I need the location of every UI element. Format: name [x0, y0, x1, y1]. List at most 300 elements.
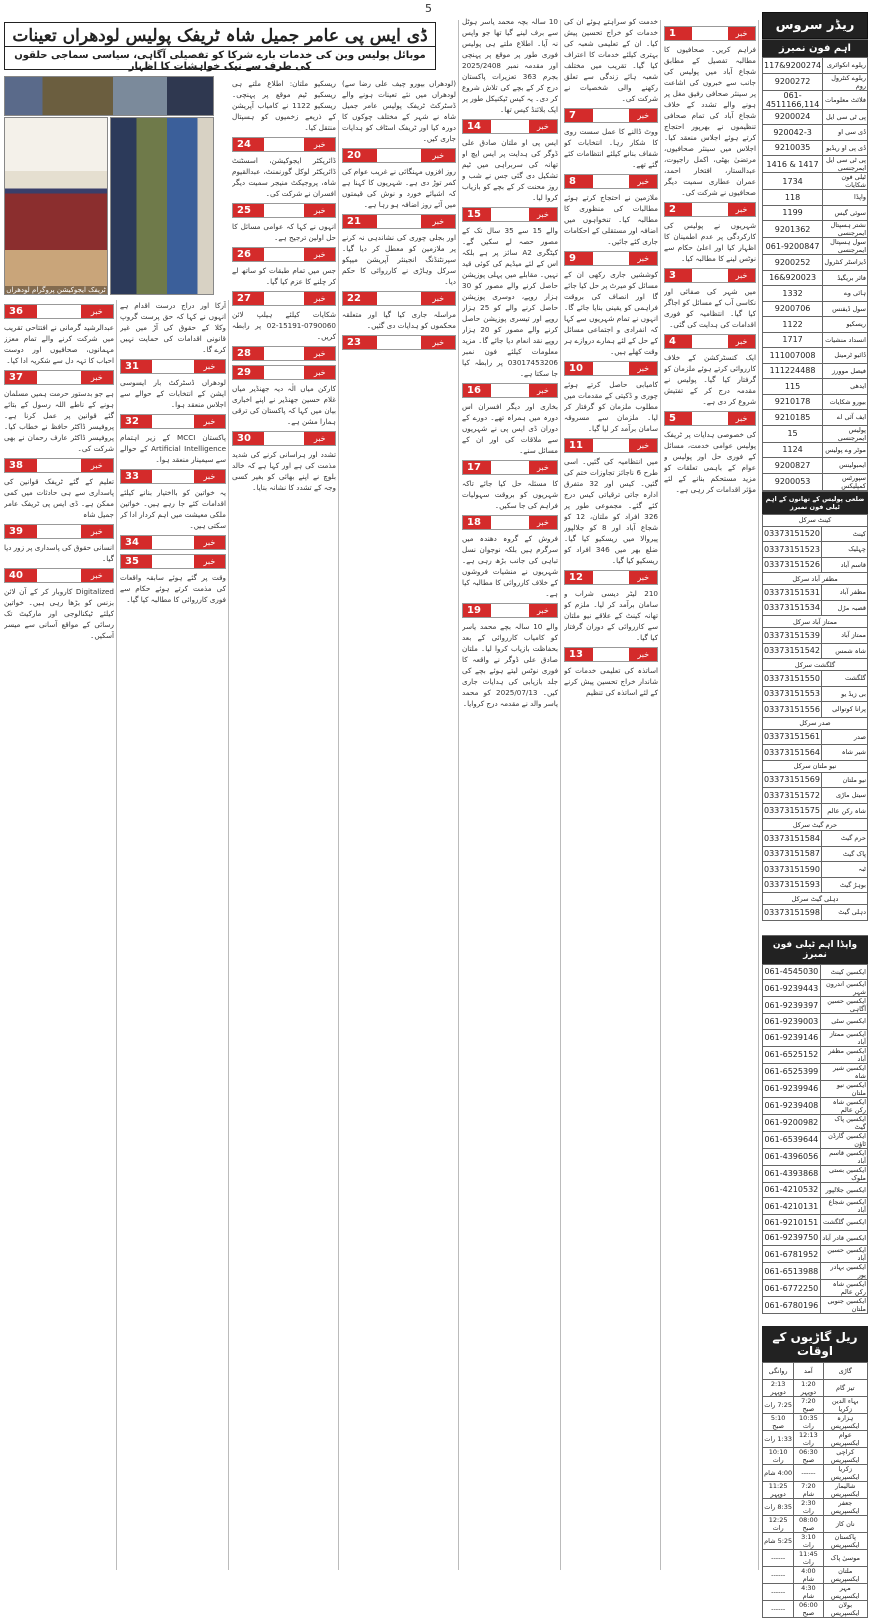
rail-departure: ------ [763, 1583, 794, 1600]
phone-number: 061-9210151 [763, 1215, 821, 1231]
phone-label: ریلوے انکوائری [823, 58, 868, 74]
important-number-row [763, 394, 868, 410]
police-circle-header [763, 514, 868, 526]
phone-label: ایکسین شجاع آباد [820, 1198, 867, 1215]
news-text: کامیابی حاصل کرتے ہوئے چوری و ڈکیتی کے مقدمات میں مطلوب ملزمان کو گرفتار کر لیا۔ ملزمان سے مسروقہ سامان برآمد کر لیا گیا۔ [564, 380, 658, 433]
news-tag: خبر [529, 208, 557, 221]
news-text: آرکا اور دراج درست اقدام ہے انہوں نے کہا کہ حق پرست گروپ وکلا کے حقوق کی آڑ میں غیر قانونی اقدامات کی حمایت نہیں کرے گا۔ [120, 301, 226, 354]
rail-header-cell: گاڑی [823, 1363, 868, 1380]
important-number-row [763, 255, 868, 271]
phone-number: 115 [763, 379, 823, 395]
news-text: فراہم کریں۔ صحافیوں کا مطالبہ تفصیل کے مطابق شجاع آباد میں پولیس کی جانب سے خبروں کی اشاعت پر سینئر صحافی رفیق مغل پر ہونے والے تشدد کے خلاف شجاع آباد کی تمام صحافی تنظیموں نے بھرپور احتجاج کرتے ہوئے اجلاس منعقد کیا۔ اجلاس میں سینئر صحافیوں، مرتضیٰ بھٹی، اکمل راجپوت، عبدالستار، افتخار احمد، عمران عطاری سمیت دیگر صحافیوں نے شرکت کی۔ [664, 45, 756, 197]
police-station-row [763, 702, 868, 718]
news-number: 35 [121, 555, 152, 568]
phone-number: 061-9239003 [763, 1014, 821, 1030]
news-tag: خبر [629, 362, 657, 375]
important-number-row [763, 363, 868, 379]
phone-label: ہائی وے [823, 286, 868, 302]
important-number-row [763, 410, 868, 426]
wapda-number-row [763, 1131, 868, 1148]
news-number-bar [462, 460, 558, 475]
police-circle-header [763, 659, 868, 671]
phone-number: 03373151569 [763, 772, 822, 788]
news-text: 10 سالہ بچہ محمد یاسر ہوٹل سے برف لینے گیا تھا جو واپس نہ آیا۔ اطلاع ملتے ہی پولیس فوری طور پر موقع پر پہنچی اور مقدمہ نمبر 2025/2408 بجرم 363 تعزیرات پاکستان درج کر کے بچے کی تلاش شروع کر دی۔ یہ کیس ٹیکنیکل طور پر ایک بلائنڈ کیس تھا۔ [462, 17, 558, 114]
important-number-row [763, 125, 868, 141]
phone-label: ڈی پی او ریڈیو [823, 140, 868, 156]
news-number-bar [342, 291, 456, 306]
phone-label: ایکسین سٹی [820, 1014, 867, 1030]
rail-departure: ------ [763, 1566, 794, 1583]
rail-train-name: مہر ایکسپریس [823, 1583, 868, 1600]
news-number: 14 [463, 120, 491, 133]
phone-label: ممتاز آباد [822, 628, 868, 644]
news-number: 26 [233, 248, 264, 261]
bar-spacer [37, 525, 80, 538]
phone-label: ایکسین بہادر پور [820, 1263, 867, 1280]
news-number-bar [232, 431, 336, 446]
important-number-row [763, 238, 868, 255]
police-circle-header [763, 717, 868, 729]
phone-label: ایمبولینس [823, 458, 868, 474]
phone-number: 9200827 [763, 458, 823, 474]
phone-number: 061-9239146 [763, 1029, 821, 1046]
rail-row [763, 1464, 868, 1481]
phone-number: 03373151526 [763, 557, 822, 573]
news-text: تعلیم کے گئے ٹریفک قوانین کی پاسداری سے ہی حادثات میں کمی ممکن ہے۔ ڈی ایس پی ٹریفک عامر جمیل شاہ [4, 477, 114, 519]
phone-label: قاسم آباد [822, 557, 868, 573]
wapda-number-row [763, 1198, 868, 1215]
phone-number: 111007008 [763, 348, 823, 364]
lead-headline-box [4, 22, 436, 70]
rail-train-name: پاکستان ایکسپریس [823, 1532, 868, 1549]
rail-row [763, 1566, 868, 1583]
phone-label: نیو ملتان [822, 772, 868, 788]
wapda-numbers-table [762, 964, 868, 1315]
police-circle-header [763, 573, 868, 585]
news-text: والے 15 سے 35 سال تک کے مصور حصہ لے سکیں گے۔ کیٹگری A2 سائز پر ہے بلکہ اس کے لئے میڈیم کی کوئی قید نہیں۔ مقابلے میں پہلی پوزیشن حاصل کرنے والے مصور کو 30 ہزار روپے، دوسری پوزیشن حاصل کرنے والے کو 25 ہزار روپے اور تیسری پوزیشن حاصل کرنے والے مصور کو 20 ہزار روپے نقد انعام دیا جائے گا۔ مزید معلومات کیلئے فون نمبر 03017453206 پر رابطہ کیا جا سکتا ہے۔ [462, 226, 558, 378]
police-circle-header [763, 893, 868, 905]
news-tag: خبر [81, 305, 113, 318]
news-number-bar [4, 524, 114, 539]
news-tag: خبر [304, 347, 335, 360]
rail-row [763, 1600, 868, 1617]
phone-number: 061-9239946 [763, 1080, 821, 1097]
phone-label: سول ہسپتال ایمرجنسی [823, 238, 868, 255]
reader-service-sidebar [762, 12, 868, 1618]
news-photo-seminar [4, 117, 108, 295]
phone-label: ریسکیو [823, 317, 868, 333]
phone-label: سپورٹس کمپلیکس [823, 473, 868, 490]
bar-spacer [152, 360, 194, 373]
phone-number: 061-4210532 [763, 1182, 821, 1198]
news-tag: خبر [304, 138, 335, 151]
phone-label: پاک گیٹ [822, 846, 868, 862]
news-text: فروش کے گروہ دھندہ میں سرگرم ہیں بلکہ نوجوان نسل تباہی کی جانب بڑھ رہی ہے۔ شہریوں نے منشیات فروشوں کے خلاف کارروائی کا مطالبہ کیا ہے۔ [462, 534, 558, 598]
phone-number: 03373151572 [763, 788, 822, 804]
phone-label: شیر شاہ [822, 745, 868, 761]
phone-number: 1332 [763, 286, 823, 302]
rail-arrival: 08:00 صبح [794, 1515, 823, 1532]
news-text: میں انتظامیہ کی گئیں۔ اسی طرح 6 ناجائز تجاوزات ختم کی گئیں۔ کیس اور 32 متفرق ادارہ جاتی ترقیاتی کیس درج کئے گئے۔ مجموعی طور پر 326 افراد کو ملتان، 12 کو شجاع آباد اور 8 کو جلالپور پیروالا میں ریسکیو کیا گیا۔ ضلع بھر میں 346 افراد کو ریسکیو کیا گیا۔ [564, 457, 658, 565]
news-text: Digitalized کاروبار کر کے آن لائن بزنس کو بڑھا رہی ہیں۔ خواتین کیلئے ٹیکنالوجی اور مارکیٹ تک رسائی کے مواقع آسانی سے میسر آسکیں۔ [4, 587, 114, 640]
phone-number: 061-4511166,114 [763, 90, 823, 109]
rail-timings-table [762, 1362, 868, 1618]
news-tag: خبر [81, 371, 113, 384]
news-number-bar [342, 148, 456, 163]
phone-number: 03373151593 [763, 877, 822, 893]
news-text: کی خصوصی ہدایات پر ٹریفک پولیس عوامی خدمت، مسائل کے فوری حل اور پولیس و عوام کے باہمی تعلقات کو مزید مستحکم بنانے کے لئے مؤثر اقدامات کر رہی ہے۔ [664, 430, 756, 494]
rail-departure: 2:13 دوپہر [763, 1379, 794, 1396]
page-number: 5 [425, 2, 432, 15]
phone-label: ایکسین مظفر آباد [820, 1046, 867, 1063]
phone-number: 1199 [763, 205, 823, 221]
phone-label: مظفر آباد [822, 585, 868, 601]
phone-label: کینٹ [822, 526, 868, 542]
phone-label: ایدھی [823, 379, 868, 395]
phone-number: 9201362 [763, 221, 823, 238]
phone-label: ایکسین بستی ملوک [820, 1165, 867, 1182]
news-number: 13 [565, 648, 593, 661]
news-tag: خبر [728, 27, 755, 40]
bar-spacer [593, 109, 630, 122]
wapda-number-row [763, 1182, 868, 1198]
phone-number: 03373151520 [763, 526, 822, 542]
rail-arrival: 7:20 صبح [794, 1396, 823, 1413]
police-station-row [763, 643, 868, 659]
wapda-number-row [763, 1029, 868, 1046]
phone-number: 111224488 [763, 363, 823, 379]
news-number-bar [664, 268, 756, 283]
phone-number: 061-9239397 [763, 997, 821, 1014]
news-number: 29 [233, 366, 264, 379]
news-number-bar [462, 515, 558, 530]
phone-number: 03373151542 [763, 643, 822, 659]
phone-label: حرم گیٹ [822, 831, 868, 847]
phone-number: 061-9200982 [763, 1114, 821, 1131]
rail-train-name: کراچی ایکسپریس [823, 1447, 868, 1464]
phone-label: ایکسین حسین آباد [820, 1246, 867, 1263]
phone-label: فیصل موورز [823, 363, 868, 379]
police-station-row [763, 686, 868, 702]
circle-name: صدر سرکل [763, 717, 868, 729]
bar-spacer [152, 470, 194, 483]
rail-arrival: 12:13 رات [794, 1430, 823, 1447]
news-text: اساتذہ کی تعلیمی خدمات کو شاندار خراج تحسین پیش کرنے کے لئے اساتذہ کی تنظیم [564, 666, 658, 697]
news-tag: خبر [194, 555, 225, 568]
news-tag: خبر [529, 604, 557, 617]
bar-spacer [593, 648, 630, 661]
news-number: 25 [233, 204, 264, 217]
rail-timings-title: ریل گاڑیوں کے اوقات [762, 1326, 868, 1362]
police-station-row [763, 729, 868, 745]
rail-departure: 1:33 رات [763, 1430, 794, 1447]
news-tag: خبر [728, 412, 755, 425]
news-tag: خبر [629, 648, 657, 661]
phone-label: بوہڑ گیٹ [822, 877, 868, 893]
rail-train-name: بہاء الدین زکریا [823, 1396, 868, 1413]
bar-spacer [491, 120, 529, 133]
phone-label: ایکسین حسین آگاہی [820, 997, 867, 1014]
phone-label: سیتل ماڑی [822, 788, 868, 804]
police-circle-header [763, 760, 868, 772]
news-number: 19 [463, 604, 491, 617]
bar-spacer [593, 439, 630, 452]
news-number: 34 [121, 536, 152, 549]
news-number: 32 [121, 415, 152, 428]
news-number-bar [664, 411, 756, 426]
news-text: ایک کنسٹرکشن کے خلاف کارروائی کرتے ہوئے ملزمان کو گرفتار کیا گیا۔ پولیس نے مقدمہ درج کر کے تفتیش شروع کر دی ہے۔ [664, 353, 756, 406]
news-text: تشدد اور ہراسانی کرنے کی شدید مذمت کی ہے اور کہا ہے کہ خالد بلوچ نے اپنے بھائی کو بغیر کسی وجہ کے تشدد کا نشانہ بنایا۔ [232, 450, 336, 492]
news-number: 22 [343, 292, 377, 305]
news-number-bar [564, 174, 658, 189]
circle-name: دہلی گیٹ سرکل [763, 893, 868, 905]
rail-train-name: بولان ایکسپریس [823, 1600, 868, 1617]
phone-number: 061-6781952 [763, 1246, 821, 1263]
news-photo-distribution [110, 117, 214, 295]
news-number-bar [564, 108, 658, 123]
rail-departure: 8:35 رات [763, 1498, 794, 1515]
wapda-number-row [763, 980, 868, 997]
news-number-bar [462, 207, 558, 222]
phone-number: 061-6513988 [763, 1263, 821, 1280]
phone-label: ایکسین شاہ رکن عالم [820, 1097, 867, 1114]
news-number: 4 [665, 335, 692, 348]
rail-row [763, 1379, 868, 1396]
rail-row [763, 1413, 868, 1430]
phone-label: ایف آئی اے [823, 410, 868, 426]
news-number-bar [232, 247, 336, 262]
police-station-row [763, 831, 868, 847]
news-column-3 [664, 22, 756, 1572]
bar-spacer [491, 208, 529, 221]
rail-departure: ------ [763, 1600, 794, 1617]
news-text: شکایات کیلئے ہیلپ لائن 0790060-15191-02 پر رابطہ کریں۔ [232, 310, 336, 341]
important-number-row [763, 173, 868, 190]
news-text: انہوں نے کہا کہ عوامی مسائل کا حل اولین ترجیح ہے۔ [232, 222, 336, 242]
rail-row [763, 1498, 868, 1515]
police-station-row [763, 557, 868, 573]
rail-train-name: نان کاز [823, 1515, 868, 1532]
rail-arrival: ------ [794, 1464, 823, 1481]
important-number-row [763, 425, 868, 442]
news-text: 210 لیٹر دیسی شراب و سامان برآمد کر لیا۔ ملزم کو تھانہ کینٹ کے علاقے نیو ملتان سے کارروائی کے دوران گرفتار کیا گیا۔ [564, 589, 658, 642]
rail-arrival: 7:20 شام [794, 1481, 823, 1498]
rail-departure: 5:10 صبح [763, 1413, 794, 1430]
news-column-7 [4, 300, 114, 1570]
phone-number: 061-4393868 [763, 1165, 821, 1182]
column-divider [228, 300, 229, 1570]
wapda-number-row [763, 1080, 868, 1097]
important-number-row [763, 140, 868, 156]
important-number-row [763, 270, 868, 286]
bar-spacer [264, 347, 305, 360]
news-number: 38 [5, 459, 37, 472]
phone-number: 061-6539644 [763, 1131, 821, 1148]
rail-row [763, 1430, 868, 1447]
police-station-row [763, 788, 868, 804]
news-tag: خبر [629, 571, 657, 584]
police-station-row [763, 745, 868, 761]
news-tag: خبر [421, 215, 455, 228]
bar-spacer [593, 175, 630, 188]
news-text: مراسلہ جاری کیا گیا اور متعلقہ محکموں کو ہدایات دی گئیں۔ [342, 310, 456, 330]
phone-label: ایکسین پاک گیٹ [820, 1114, 867, 1131]
phone-label: ایکسین جلالپور [820, 1182, 867, 1198]
bar-spacer [491, 604, 529, 617]
police-station-row [763, 862, 868, 878]
news-tag: خبر [304, 366, 335, 379]
news-number-bar [4, 304, 114, 319]
news-number-bar [120, 414, 226, 429]
phone-number: 9200024 [763, 109, 823, 125]
phone-number: 118 [763, 190, 823, 206]
news-number: 37 [5, 371, 37, 384]
important-number-row [763, 458, 868, 474]
important-number-row [763, 221, 868, 238]
news-number-bar [564, 647, 658, 662]
important-number-row [763, 332, 868, 348]
news-number: 10 [565, 362, 593, 375]
rail-arrival: 2:30 رات [794, 1498, 823, 1515]
police-station-row [763, 585, 868, 601]
phone-number: 03373151584 [763, 831, 822, 847]
news-tag: خبر [194, 536, 225, 549]
news-column-1 [462, 16, 558, 1571]
important-number-row [763, 205, 868, 221]
bar-spacer [152, 555, 194, 568]
news-photo-top [4, 76, 214, 116]
rail-row [763, 1396, 868, 1413]
wapda-number-row [763, 1246, 868, 1263]
phone-label: ڈیزاسٹر کنٹرول [823, 255, 868, 271]
news-number-bar [564, 251, 658, 266]
news-column-6 [120, 300, 226, 1570]
news-text: خدمت کو سراہتے ہوئے ان کی خدمات کو خراج تحسین پیش کیا۔ ان کے تعلیمی شعبہ کی بہتری کیلئے خدمات کا اعتراف کیا گیا۔ تقریب میں مختلف شعبہ ہائے زندگی سے تعلق رکھنے والی شخصیات نے شرکت کی۔ [564, 17, 658, 103]
news-text: بخاری اور دیگر افسران اس دورہ میں ہمراہ تھے۔ دورے کے دوران ڈی ایس پی نے شہریوں سے ملاقات کی اور ان کے مسائل سنے۔ [462, 402, 558, 455]
news-tag: خبر [529, 384, 557, 397]
news-number: 3 [665, 269, 692, 282]
news-text: ریسکیو ملتان: اطلاع ملتے ہی ریسکیو ٹیم موقع پر پہنچی۔ ریسکیو 1122 نے کامیاب آپریشن کے ذریعے زخمیوں کو ہسپتال منتقل کیا۔ [232, 79, 336, 132]
rail-train-name: زکریا ایکسپریس [823, 1464, 868, 1481]
phone-number: 1734 [763, 173, 823, 190]
phone-number: 9200272 [763, 73, 823, 90]
bar-spacer [692, 203, 728, 216]
news-number: 33 [121, 470, 152, 483]
phone-label: بی زیڈ یو [822, 686, 868, 702]
rail-departure: 5:25 شام [763, 1532, 794, 1549]
phone-label: ایکسین قاسم آباد [820, 1148, 867, 1165]
news-number: 7 [565, 109, 593, 122]
police-circle-header [763, 616, 868, 628]
bar-spacer [264, 292, 305, 305]
wapda-numbers-title: واپڈا اہم ٹیلی فون نمبرز [762, 935, 868, 964]
news-tag: خبر [529, 461, 557, 474]
phone-label: نشتر ہسپتال ایمرجنسی [823, 221, 868, 238]
circle-name: مظفر آباد سرکل [763, 573, 868, 585]
phone-number: 03373151561 [763, 729, 822, 745]
news-tag: خبر [629, 175, 657, 188]
column-divider [338, 120, 339, 1570]
column-divider [660, 20, 661, 1570]
police-station-row [763, 542, 868, 558]
news-number-bar [564, 438, 658, 453]
important-number-row [763, 473, 868, 490]
news-tag: خبر [304, 248, 335, 261]
news-tag: خبر [629, 252, 657, 265]
important-number-row [763, 73, 868, 90]
police-station-row [763, 526, 868, 542]
news-tag: خبر [421, 292, 455, 305]
news-tag: خبر [728, 335, 755, 348]
news-tag: خبر [728, 269, 755, 282]
news-number-bar [664, 334, 756, 349]
phone-number: 061-6525152 [763, 1046, 821, 1063]
news-number-bar [4, 568, 114, 583]
rail-arrival: 4:00 شام [794, 1566, 823, 1583]
bar-spacer [264, 248, 305, 261]
news-number: 2 [665, 203, 692, 216]
rail-header-cell: روانگی [763, 1363, 794, 1380]
phone-label: ایکسین نیو ملتان [820, 1080, 867, 1097]
news-tag: خبر [194, 360, 225, 373]
photo-caption: ٹریفک ایجوکیشن پروگرام لودھراں [6, 286, 106, 294]
phone-number: 9210185 [763, 410, 823, 426]
news-number: 30 [233, 432, 264, 445]
rail-departure: 4:00 شام [763, 1464, 794, 1481]
important-number-row [763, 317, 868, 333]
phone-number: 03373151564 [763, 745, 822, 761]
news-text: والے 10 سالہ بچے محمد یاسر کو کامیاب کارروائی کے بعد بحفاظت بازیاب کروا لیا۔ ملتان صادق علی ڈوگر نے واقعہ کا فوری نوٹس لیتے ہوئے بچے کی جلد بازیابی کی ہدایات جاری کیں۔ 2025/07/13 کو محمد یاسر والد نے مقدمہ درج کروایا۔ [462, 622, 558, 708]
bar-spacer [593, 362, 630, 375]
phone-label: ایکسین گلگشت [820, 1215, 867, 1231]
rail-departure: ------ [763, 1549, 794, 1566]
news-text: اور بجلی چوری کی نشاندہی نہ کرنے پر ملازمین کو معطل کر دیا گیا۔ سپرنٹنڈنگ انجینئر آپریشن میپکو سرکل وہاڑی نے کارروائی کا حکم دیا۔ [342, 233, 456, 286]
news-text: ہے جو بدستور حرمت ہمیں مسلمان ہونے کے ناطے اللہ رسول کے بتائے گئے قوانین پر عمل کرنا ہے۔ پروفیسر ڈاکٹر حافظ نے خطاب کیا۔ پروفیسر ڈاکٹر عارف رحمان نے بھی شرکت کی۔ [4, 389, 114, 453]
news-tag: خبر [194, 470, 225, 483]
news-number-bar [232, 346, 336, 361]
phone-label: ایکسین جنوبی ملتان [820, 1297, 867, 1314]
bar-spacer [593, 252, 630, 265]
phone-number: 920042-3 [763, 125, 823, 141]
phone-label: سوئی گیس [823, 205, 868, 221]
phone-label: صدر [822, 729, 868, 745]
wapda-number-row [763, 997, 868, 1014]
rail-departure: 11:25 دوپہر [763, 1481, 794, 1498]
wapda-number-row [763, 1280, 868, 1297]
phone-label: انسداد منشیات [823, 332, 868, 348]
news-number: 16 [463, 384, 491, 397]
news-number-bar [342, 335, 456, 350]
news-number-bar [664, 26, 756, 41]
phone-label: ڈائیو ٹرمینل [823, 348, 868, 364]
phone-label: ڈی سی او [823, 125, 868, 141]
news-text: شہریوں نے پولیس کی کارکردگی پر عدم اطمینان کا اظہار کیا اور اعلیٰ حکام سے نوٹس لینے کا مطالبہ کیا۔ [664, 221, 756, 263]
phone-label: ایکسین شاہ رکن عالم [820, 1280, 867, 1297]
news-number: 18 [463, 516, 491, 529]
news-number-bar [120, 535, 226, 550]
important-number-row [763, 90, 868, 109]
phone-number: 03373151550 [763, 671, 822, 687]
rail-arrival: 06:30 صبح [794, 1447, 823, 1464]
news-text: جس میں تمام طبقات کو ساتھ لے کر چلنے کا عزم کیا گیا۔ [232, 266, 336, 286]
rail-row [763, 1481, 868, 1498]
rail-train-name: موسیٰ پاک [823, 1549, 868, 1566]
police-circle-header [763, 819, 868, 831]
news-number-bar [232, 203, 336, 218]
rail-header-cell: آمد [794, 1363, 823, 1380]
phone-number: 117&9200274 [763, 58, 823, 74]
phone-number: 061-9239408 [763, 1097, 821, 1114]
